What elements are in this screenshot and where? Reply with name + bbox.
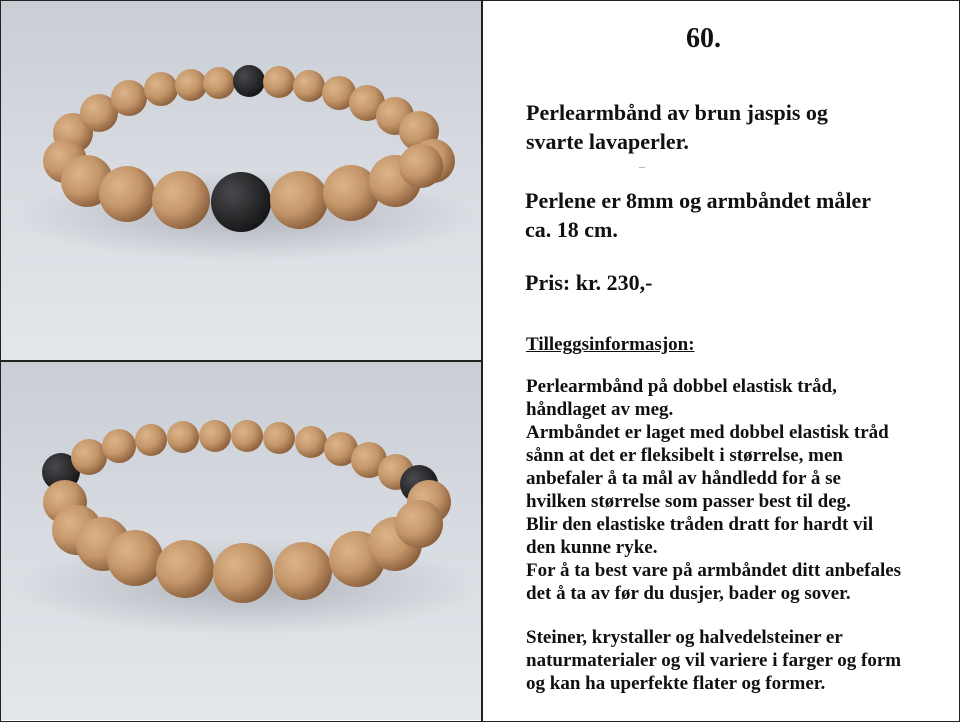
price: Pris: kr. 230,- <box>525 270 653 295</box>
material-line: og kan ha uperfekte flater og former. <box>526 673 826 694</box>
item-number: 60. <box>686 23 721 54</box>
bracelet-image-top <box>1 1 481 360</box>
info-line: det å ta av før du dusjer, bader og sover. <box>526 583 851 604</box>
product-title-line-1: Perlearmbånd av brun jaspis og <box>526 100 828 125</box>
info-line: sånn at det er fleksibelt i størrelse, men <box>526 445 843 466</box>
info-line: Perlearmbånd på dobbel elastisk tråd, <box>526 376 837 397</box>
info-line: For å ta best vare på armbåndet ditt anbefales <box>526 560 902 581</box>
back-beads <box>53 65 439 153</box>
product-title-line-2: svarte lavaperler. <box>526 129 689 154</box>
back-beads <box>42 420 438 503</box>
bracelet-image-bottom <box>1 362 481 720</box>
bracelet-photo-bottom <box>1 362 481 720</box>
info-line: håndlaget av meg. <box>526 399 674 420</box>
size-line-2: ca. 18 cm. <box>525 217 618 242</box>
material-line: naturmaterialer og vil variere i farger og form <box>526 650 902 671</box>
divider-mark <box>639 167 645 168</box>
info-heading: Tilleggsinformasjon: <box>526 334 695 355</box>
material-line: Steiner, krystaller og halvedelsteiner er <box>526 627 843 648</box>
info-line: Armbåndet er laget med dobbel elastisk tråd <box>526 422 889 443</box>
info-line: den kunne ryke. <box>526 537 658 558</box>
bracelet-photo-top <box>1 1 481 362</box>
info-line: Blir den elastiske tråden dratt for hardt vil <box>526 514 874 535</box>
size-line-1: Perlene er 8mm og armbåndet måler <box>525 188 871 213</box>
description-panel <box>483 1 959 721</box>
info-line: hvilken størrelse som passer best til deg. <box>526 491 851 512</box>
info-line: anbefaler å ta mål av håndledd for å se <box>526 468 841 489</box>
